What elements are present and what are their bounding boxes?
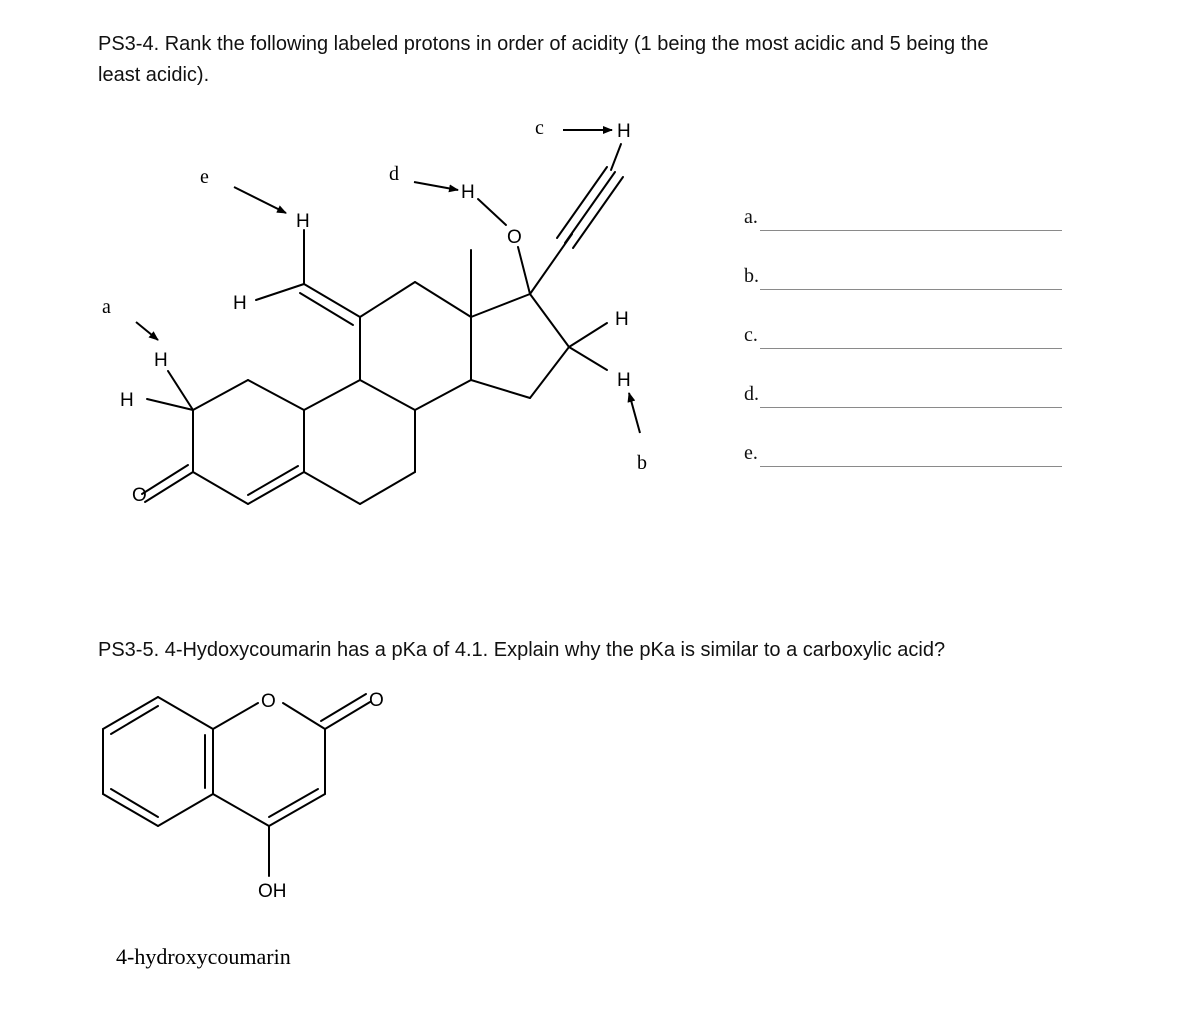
question-ps3-4-line-2: least acidic). <box>98 64 210 86</box>
proton-label-a: a <box>102 296 111 318</box>
bond-c16-h-top <box>569 323 607 347</box>
question-ps3-4-line-1: PS3-4. Rank the following labeled protons in order of acidity (1 being the most acidic and 5 being the <box>98 33 989 55</box>
proton-label-b: b <box>637 452 647 474</box>
answer-label-e: e. <box>744 442 758 464</box>
pyranone-ring <box>213 703 325 826</box>
ring-d <box>471 294 569 398</box>
arrow-b <box>629 393 640 433</box>
coumarin-caption: 4-hydroxycoumarin <box>116 944 291 969</box>
ring-a <box>193 380 304 504</box>
ketone-bond <box>142 465 193 502</box>
atom-h-c16-bottom: H <box>617 370 631 391</box>
answer-label-b: b. <box>744 265 759 287</box>
atom-h-hydroxyl: H <box>461 182 475 203</box>
arrow-e <box>234 187 286 213</box>
arrow-d <box>414 182 458 190</box>
atom-o-ketone: O <box>132 485 147 506</box>
bond-c17-o <box>518 247 530 294</box>
atom-h-vinyl-left: H <box>233 293 247 314</box>
proton-label-e: e <box>200 166 209 188</box>
coumarin-structure <box>103 694 370 876</box>
atom-h-c16-top: H <box>615 309 629 330</box>
coumarin-hydroxyl: OH <box>258 881 287 902</box>
ring-b <box>304 380 415 504</box>
bond-o-h <box>478 199 506 225</box>
atom-h-c2-left: H <box>120 390 134 411</box>
proton-label-d: d <box>389 163 399 185</box>
exocyclic-alkene <box>256 230 360 325</box>
benzene-ring <box>103 697 213 826</box>
ring-c <box>360 282 471 410</box>
arrow-a <box>136 322 158 340</box>
answer-label-a: a. <box>744 206 758 228</box>
answer-label-c: c. <box>744 324 758 346</box>
proton-label-c: c <box>535 117 544 139</box>
atom-h-c2-top: H <box>154 350 168 371</box>
alkyne <box>530 144 623 294</box>
proton-arrows <box>136 130 640 433</box>
coumarin-carbonyl-oxygen: O <box>369 690 384 711</box>
bond-c16-h-bottom <box>569 347 607 370</box>
atom-h-vinyl-top: H <box>296 211 310 232</box>
atom-h-alkyne: H <box>617 121 631 142</box>
steroid-structure <box>142 144 623 504</box>
atom-o-hydroxyl: O <box>507 227 522 248</box>
question-ps3-5: PS3-5. 4-Hydoxycoumarin has a pKa of 4.1. Explain why the pKa is similar to a carboxylic acid? <box>98 639 946 661</box>
answer-label-d: d. <box>744 383 759 405</box>
coumarin-ring-oxygen: O <box>261 691 276 712</box>
